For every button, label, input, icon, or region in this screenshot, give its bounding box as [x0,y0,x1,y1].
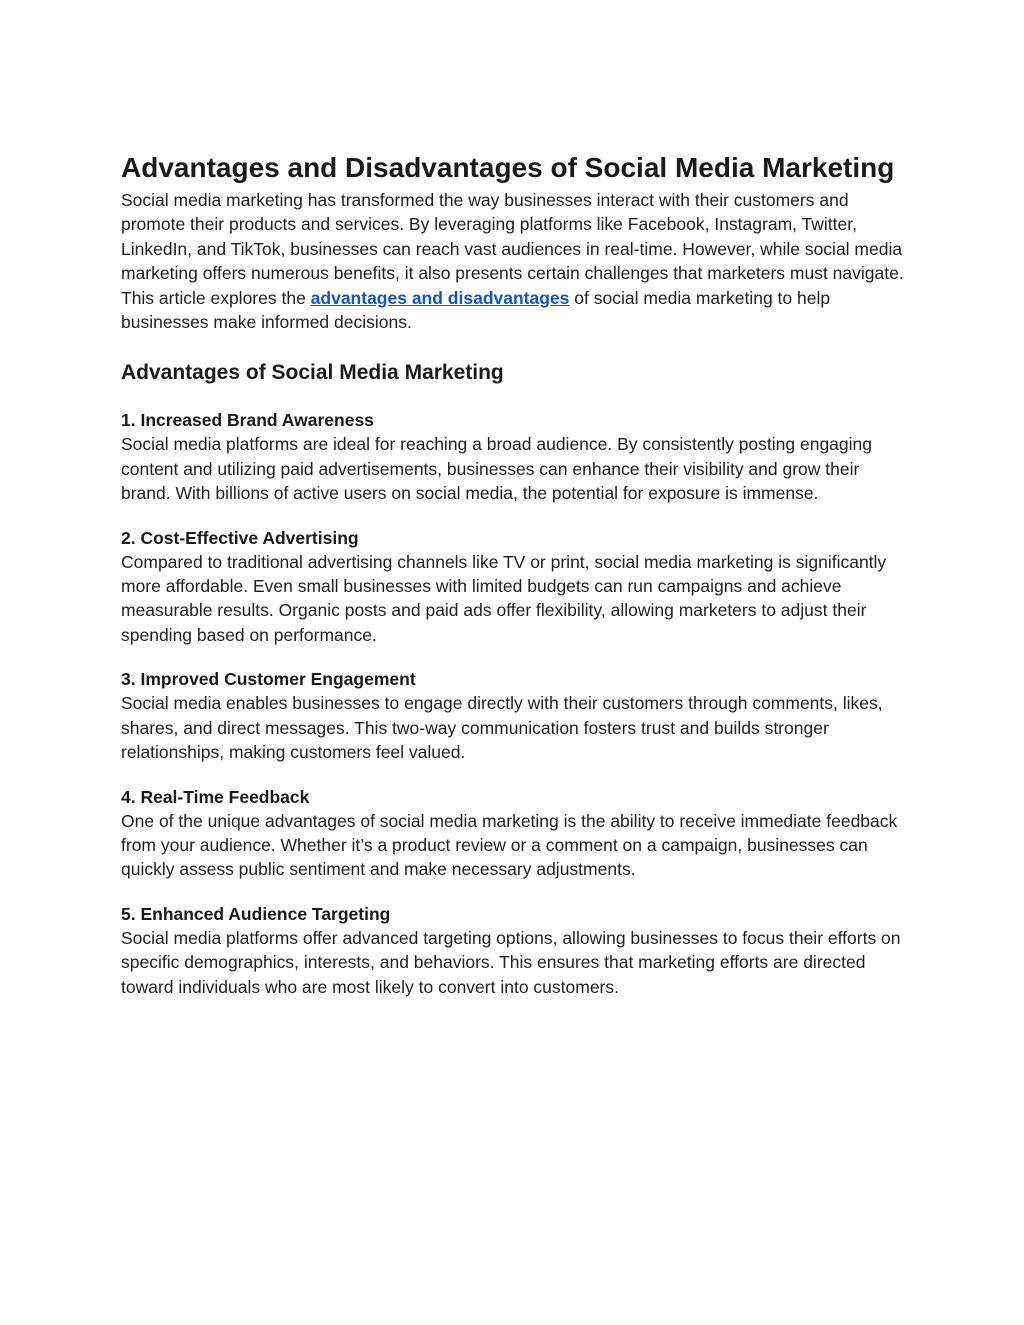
item-heading: 5. Enhanced Audience Targeting [121,903,391,924]
advantages-disadvantages-link[interactable]: advantages and disadvantages [310,287,570,308]
item-heading: 4. Real-Time Feedback [121,786,310,807]
item-heading: 2. Cost-Effective Advertising [121,527,359,548]
item-paragraph: Social media platforms offer advanced targeting options, allowing businesses to focus their efforts on specific demographics, interests, and behaviors. This ensures that marketing efforts are directed toward individuals who are most likely to convert into customers. [121,927,901,997]
item-paragraph: Social media platforms are ideal for reaching a broad audience. By consistently posting engaging content and utilizing paid advertisements, businesses can enhance their visibility and grow their brand. With billions of active users on social media, the potential for exposure is immense. [121,434,873,504]
intro-text-after-link: of social media marketing to help businesses make informed decisions. [121,287,831,333]
item-heading: 3. Improved Customer Engagement [121,669,416,690]
item-heading: 1. Increased Brand Awareness [121,410,374,431]
section-heading-advantages: Advantages of Social Media Marketing [121,361,504,385]
item-paragraph: Social media enables businesses to engage directly with their customers through comments, likes, shares, and direct messages. This two-way communication fosters trust and builds stronger relationships, making customers feel valued. [121,693,883,763]
document-title: Advantages and Disadvantages of Social Media Marketing [121,152,895,183]
intro-text-before-link: Social media marketing has transformed the way businesses interact with their customers and promote their products and services. By leveraging platforms like Facebook, Instagram, Twitter, LinkedIn, and TikTok, businesses can reach vast audiences in real-time. However, while social media marketing offers numerous benefits, it also presents certain challenges that marketers must navigate. This article explores the [121,190,904,308]
item-paragraph: Compared to traditional advertising channels like TV or print, social media marketing is significantly more affordable. Even small businesses with limited budgets can run campaigns and achieve measurable results. Organic posts and paid ads offer flexibility, allowing marketers to adjust their spending based on performance. [121,551,887,645]
document-page [121,148,906,999]
item-paragraph: One of the unique advantages of social media marketing is the ability to receive immediate feedback from your audience. Whether it’s a product review or a comment on a campaign, businesses can quickly assess public sentiment and make necessary adjustments. [121,810,898,880]
intro-paragraph [121,188,906,334]
